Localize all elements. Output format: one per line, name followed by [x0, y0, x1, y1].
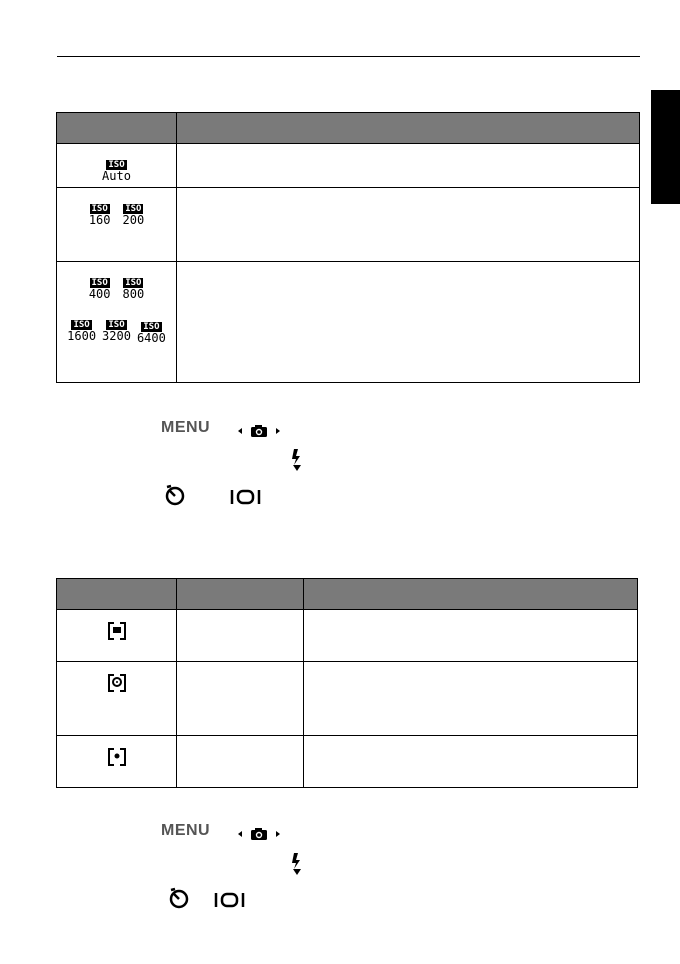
iso-400-icon: ISO 400	[88, 278, 111, 301]
metering-table-header-cell-2	[177, 579, 304, 610]
iso-200-icon: ISO 200	[122, 204, 145, 227]
metering-icon-cell	[57, 736, 177, 788]
language-side-tab	[651, 90, 680, 204]
iso-description-cell	[177, 144, 640, 188]
multi-metering-icon	[108, 622, 126, 638]
flash-icon	[290, 448, 304, 472]
camera-mode-icon	[236, 423, 282, 439]
table-row	[57, 662, 638, 736]
metering-table-header	[57, 579, 638, 610]
right-arrow-icon	[276, 428, 280, 434]
menu-key: MENU	[161, 419, 211, 436]
burst-icon	[230, 488, 262, 506]
burst-icon	[214, 891, 246, 909]
metering-name-cell	[177, 610, 304, 662]
self-timer-icon	[167, 886, 191, 910]
iso-table-header-cell-2	[177, 113, 640, 144]
flash-icon	[290, 852, 304, 876]
iso-table	[56, 112, 640, 383]
iso-auto-icon: ISO Auto	[102, 160, 131, 183]
iso-160-icon: ISO 160	[88, 204, 111, 227]
table-row	[57, 144, 640, 188]
table-row	[57, 736, 638, 788]
table-row	[57, 262, 640, 383]
table-row	[57, 610, 638, 662]
spot-metering-icon	[108, 748, 126, 764]
metering-table-header-cell-3	[304, 579, 638, 610]
metering-table	[56, 578, 638, 788]
self-timer-icon	[163, 483, 187, 507]
left-arrow-icon	[238, 831, 242, 837]
iso-description-cell	[177, 262, 640, 383]
iso-description-cell	[177, 188, 640, 262]
header-rule	[57, 56, 640, 57]
metering-icon-cell	[57, 662, 177, 736]
metering-icon-cell	[57, 610, 177, 662]
metering-name-cell	[177, 662, 304, 736]
metering-table-header-cell-1	[57, 579, 177, 610]
iso-table-header-cell-1	[57, 113, 177, 144]
iso-6400-icon: ISO 6400	[136, 322, 166, 345]
center-weighted-metering-icon	[108, 674, 126, 690]
menu-key: MENU	[161, 822, 211, 839]
iso-icon-cell	[57, 262, 177, 383]
metering-description-cell	[304, 736, 638, 788]
right-arrow-icon	[276, 831, 280, 837]
iso-800-icon: ISO 800	[122, 278, 145, 301]
iso-table-header	[57, 113, 640, 144]
iso-icon-cell	[57, 144, 177, 188]
table-row	[57, 188, 640, 262]
camera-mode-icon	[236, 826, 282, 842]
left-arrow-icon	[238, 428, 242, 434]
iso-1600-icon: ISO 1600	[67, 320, 97, 343]
metering-name-cell	[177, 736, 304, 788]
metering-description-cell	[304, 662, 638, 736]
iso-3200-icon: ISO 3200	[102, 320, 131, 343]
iso-icon-cell	[57, 188, 177, 262]
metering-description-cell	[304, 610, 638, 662]
